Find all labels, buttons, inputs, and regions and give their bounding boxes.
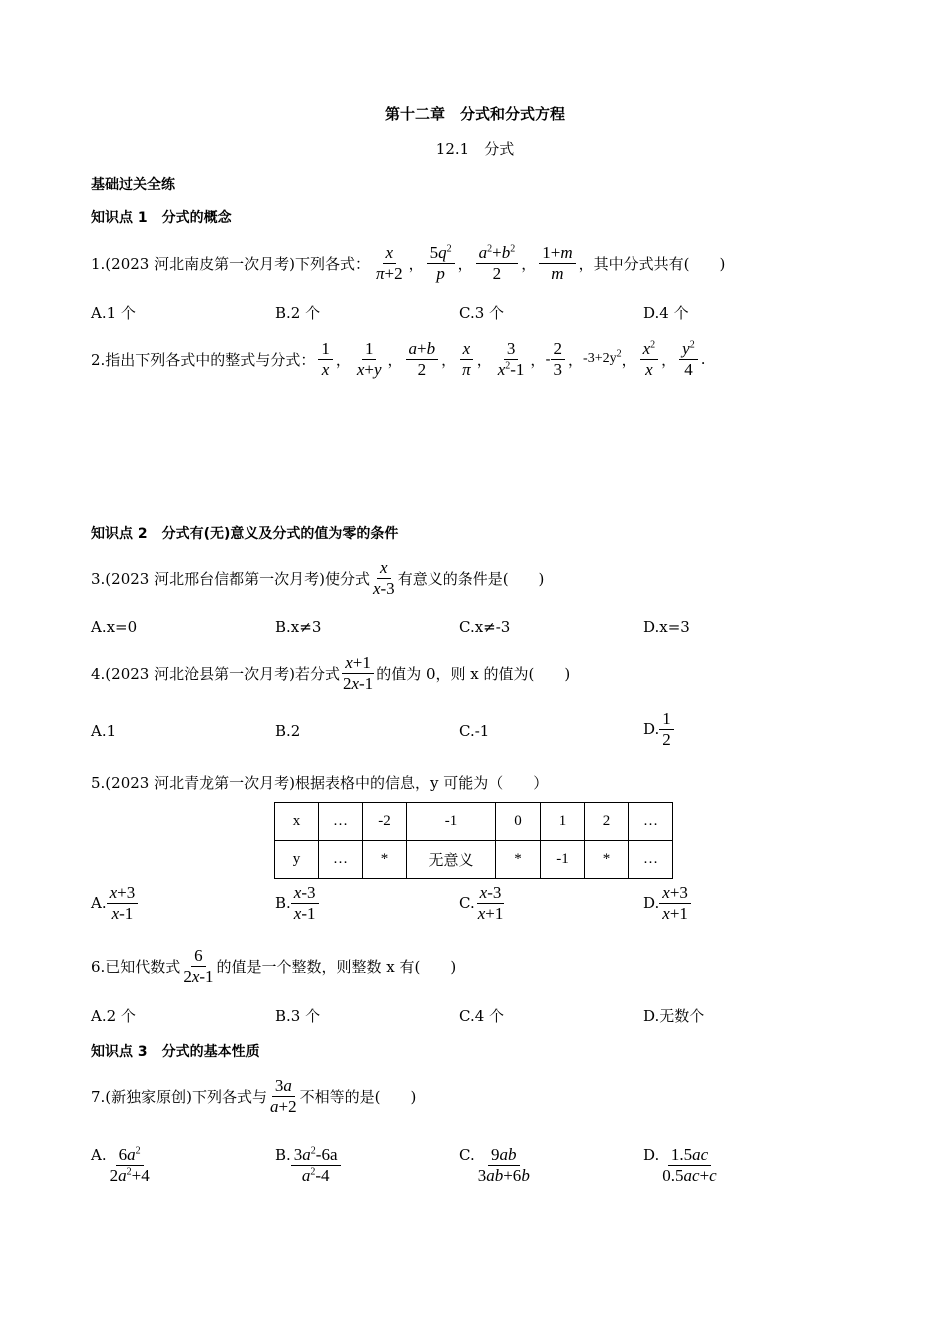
q5-option-b-label: B. <box>275 894 291 913</box>
sep: ， <box>621 350 637 369</box>
q4-option-d[interactable] <box>643 710 674 749</box>
q4-option-a[interactable]: A.1 <box>91 722 117 740</box>
table-cell: -1 <box>541 841 585 879</box>
table-cell: 2 <box>585 803 629 841</box>
q7-option-d-expr: $\frac{1.5ac}{0.5ac+c}$ <box>662 1145 717 1185</box>
q3-option-c[interactable]: C.x≠-3 <box>459 618 511 636</box>
chapter-title: 第十二章 分式和分式方程 <box>384 105 565 123</box>
table-cell: 1 <box>541 803 585 841</box>
q7-option-d-label: D. <box>643 1146 660 1164</box>
table-cell: x <box>275 803 319 841</box>
question-6 <box>91 944 456 988</box>
table-cell: … <box>629 841 673 879</box>
q2-expr-2: $\frac{1}{x+y}$ <box>356 338 382 379</box>
q1-expr-4: $\frac{1+m}{m}$ <box>539 244 575 283</box>
q2-neg: - <box>545 350 551 368</box>
q6-option-b[interactable]: B.3 个 <box>275 1007 321 1025</box>
q1-expr-1: $\frac{x}{\pi+2}$ <box>375 242 403 283</box>
q1-option-b[interactable]: B.2 个 <box>275 304 321 322</box>
q2-expr-5: $\frac{3}{x^2-1}$ <box>497 338 525 379</box>
table-row-x <box>275 803 673 841</box>
q7-expr: $\frac{3a}{a+2}$ <box>270 1075 297 1116</box>
q6-option-c[interactable]: C.4 个 <box>459 1007 505 1025</box>
table-cell: … <box>319 841 363 879</box>
knowledge-point-3: 知识点 3 分式的基本性质 <box>91 1044 260 1060</box>
q4-prefix: 4.(2023 河北沧县第一次月考)若分式 <box>91 664 340 683</box>
question-4 <box>91 651 570 695</box>
question-2 <box>91 336 706 382</box>
q6-prefix: 6.已知代数式 <box>91 957 181 976</box>
q7-option-c-label: C. <box>459 1146 475 1164</box>
q1-prefix: 1.(2023 河北南皮第一次月考)下列各式： <box>91 254 370 273</box>
q5-option-c[interactable] <box>459 884 506 923</box>
table-cell: -1 <box>407 803 496 841</box>
q7-prefix: 7.(新独家原创)下列各式与 <box>91 1087 268 1106</box>
practice-heading: 基础过关全练 <box>91 177 175 193</box>
q7-option-c-expr: $\frac{9ab}{3ab+6b}$ <box>477 1145 530 1185</box>
q7-option-b-expr: $\frac{3a^2-6a}{a^2-4}$ <box>291 1146 341 1185</box>
table-cell: * <box>585 841 629 879</box>
table-row-y <box>275 841 673 879</box>
q1-option-c[interactable]: C.3 个 <box>459 304 505 322</box>
table-cell: * <box>363 841 407 879</box>
sep: ， <box>457 254 473 273</box>
sep: ， <box>568 350 584 369</box>
sep: ， <box>387 350 403 369</box>
table-cell: * <box>496 841 541 879</box>
q2-expr-6: $\frac{2}{3}$ <box>551 340 566 379</box>
q4-option-d-expr: $\frac{1}{2}$ <box>659 710 674 749</box>
q2-prefix: 2.指出下列各式中的整式与分式： <box>91 350 316 369</box>
sep: ， <box>408 254 424 273</box>
q6-option-d[interactable]: D.无数个 <box>643 1007 705 1025</box>
q1-option-d[interactable]: D.4 个 <box>643 304 689 322</box>
q2-expr-4: $\frac{x}{\pi}$ <box>459 340 474 379</box>
q4-expr: $\frac{x+1}{2x-1}$ <box>342 652 374 693</box>
q5-option-c-label: C. <box>459 894 475 913</box>
question-5: 5.(2023 河北青龙第一次月考)根据表格中的信息，y 可能为（ ） <box>91 774 549 792</box>
q5-option-c-expr: $\frac{x-3}{x+1}$ <box>477 883 504 923</box>
q4-option-c[interactable]: C.-1 <box>459 722 490 740</box>
q1-expr-3: $\frac{a^2+b^2}{2}$ <box>476 244 519 283</box>
q3-option-b[interactable]: B.x≠3 <box>275 618 322 636</box>
sep: ， <box>530 350 546 369</box>
q5-option-a[interactable] <box>91 884 138 923</box>
q4-suffix: 的值为 0，则 x 的值为( ) <box>376 664 571 683</box>
q7-suffix: 不相等的是( ) <box>299 1087 417 1106</box>
q1-suffix: ，其中分式共有( ) <box>578 254 726 273</box>
question-7 <box>91 1074 416 1118</box>
q4-option-b[interactable]: B.2 <box>275 722 301 740</box>
values-table <box>274 802 673 879</box>
table-cell: … <box>319 803 363 841</box>
sep: ， <box>335 350 351 369</box>
q2-expr-8: $\frac{y^2}{4}$ <box>679 340 698 379</box>
q5-option-d[interactable] <box>643 884 691 923</box>
q5-option-b-expr: $\frac{x-3}{x-1}$ <box>291 884 319 923</box>
table-cell: y <box>275 841 319 879</box>
q7-option-a-label: A. <box>91 1146 107 1164</box>
q4-option-d-label: D. <box>643 720 660 739</box>
q7-option-d[interactable] <box>643 1146 720 1185</box>
q2-expr-7: $\frac{x^2}{x}$ <box>640 340 659 379</box>
knowledge-point-2: 知识点 2 分式有(无)意义及分式的值为零的条件 <box>91 526 399 542</box>
q7-option-b-label: B. <box>275 1146 291 1164</box>
q5-option-d-expr: $\frac{x+3}{x+1}$ <box>659 884 691 923</box>
section-title: 12.1 分式 <box>435 140 515 158</box>
q5-option-a-label: A. <box>91 894 107 913</box>
q6-option-a[interactable]: A.2 个 <box>91 1007 136 1025</box>
q3-suffix: 有意义的条件是( ) <box>397 569 545 588</box>
q7-option-a[interactable] <box>91 1146 153 1185</box>
sep: ， <box>521 254 537 273</box>
q5-option-a-expr: $\frac{x+3}{x-1}$ <box>107 884 139 923</box>
q7-option-a-expr: $\frac{6a^2}{2a^2+4}$ <box>109 1145 150 1185</box>
table-cell: -2 <box>363 803 407 841</box>
q3-option-d[interactable]: D.x=3 <box>643 618 690 636</box>
table-cell: 无意义 <box>407 841 496 879</box>
sep: ， <box>441 350 457 369</box>
question-1 <box>91 240 725 286</box>
q7-option-b[interactable] <box>275 1146 341 1185</box>
sep: ， <box>476 350 492 369</box>
q6-suffix: 的值是一个整数，则整数 x 有( ) <box>216 957 457 976</box>
q1-expr-2: $\frac{5q^2}{p}$ <box>427 244 455 283</box>
q1-option-a[interactable]: A.1 个 <box>91 304 136 322</box>
q2-expr-3: $\frac{a+b}{2}$ <box>406 340 439 379</box>
table-cell: … <box>629 803 673 841</box>
q6-expr: $\frac{6}{2x-1}$ <box>183 945 214 986</box>
q2-end: . <box>700 350 706 368</box>
knowledge-point-1: 知识点 1 分式的概念 <box>91 210 232 226</box>
q5-option-d-label: D. <box>643 894 660 913</box>
q3-prefix: 3.(2023 河北邢台信都第一次月考)使分式 <box>91 569 370 588</box>
q2-mid: $-3+2y^2$ <box>583 348 622 366</box>
q5-option-b[interactable] <box>275 884 319 923</box>
sep: ， <box>661 350 677 369</box>
question-3 <box>91 556 544 600</box>
q2-expr-1: $\frac{1}{x}$ <box>318 340 333 379</box>
q7-option-c[interactable] <box>459 1146 533 1185</box>
q3-expr: $\frac{x}{x-3}$ <box>372 557 395 598</box>
q3-option-a[interactable]: A.x=0 <box>91 618 138 636</box>
table-cell: 0 <box>496 803 541 841</box>
